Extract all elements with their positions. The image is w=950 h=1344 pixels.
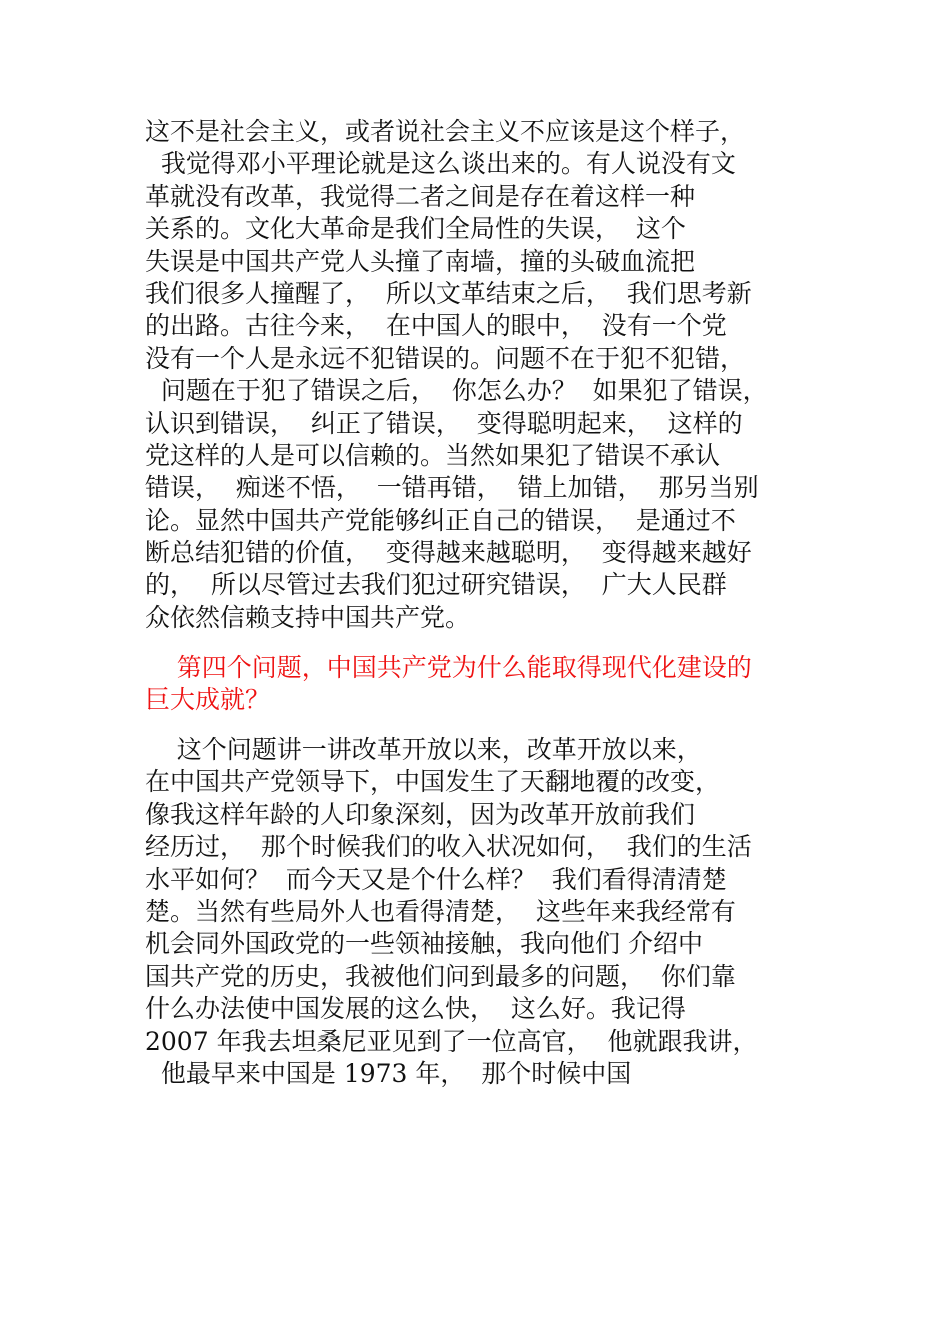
text-line: 这个问题讲一讲改革开放以来，改革开放以来， [145, 735, 702, 764]
heading-line: 巨大成就？ [145, 685, 271, 714]
text-line: 他最早来中国是 1973 年， 那个时候中国 [145, 1058, 632, 1088]
text-line: 众依然信赖支持中国共产党。 [145, 602, 471, 632]
text-line: 的， 所以尽管过去我们犯过研究错误， 广大人民群 [145, 570, 727, 600]
text-line: 论。显然中国共产党能够纠正自己的错误， 是通过不 [145, 505, 736, 535]
text-line: 国共产党的历史，我被他们问到最多的问题， 你们靠 [145, 961, 736, 991]
text-line: 革就没有改革，我觉得二者之间是存在着这样一种 [145, 181, 696, 211]
heading-line: 第四个问题，中国共产党为什么能取得现代化建设的 [145, 653, 752, 682]
text-line: 经历过， 那个时候我们的收入状况如何， 我们的生活 [145, 832, 752, 862]
text-line: 像我这样年龄的人印象深刻，因为改革开放前我们 [145, 799, 696, 829]
text-line: 关系的。文化大革命是我们全局性的失误， 这个 [145, 214, 686, 244]
section-heading [145, 652, 845, 716]
text-line: 楚。当然有些局外人也看得清楚， 这些年来我经常有 [145, 896, 736, 926]
text-line: 党这样的人是可以信赖的。当然如果犯了错误不承认 [145, 440, 721, 470]
text-line: 我觉得邓小平理论就是这么谈出来的。有人说没有文 [145, 149, 736, 179]
text-line: 我们很多人撞醒了， 所以文革结束之后， 我们思考新 [145, 278, 752, 308]
text-line: 错误， 痴迷不悟， 一错再错， 错上加错， 那另当别 [145, 473, 759, 503]
text-line: 失误是中国共产党人头撞了南墙，撞的头破血流把 [145, 246, 696, 276]
text-line: 这不是社会主义，或者说社会主义不应该是这个样子， [145, 117, 746, 146]
text-line: 断总结犯错的价值， 变得越来越聪明， 变得越来越好 [145, 538, 752, 568]
paragraph-2 [145, 734, 845, 1090]
text-line: 机会同外国政党的一些领袖接触，我向他们 介绍中 [145, 929, 703, 959]
text-line: 水平如何？ 而今天又是个什么样？ 我们看得清清楚 [145, 864, 727, 894]
text-line: 2007 年我去坦桑尼亚见到了一位高官， 他就跟我讲， [145, 1026, 758, 1056]
text-line: 认识到错误， 纠正了错误， 变得聪明起来， 这样的 [145, 408, 743, 438]
text-line: 的出路。古往今来， 在中国人的眼中， 没有一个党 [145, 311, 727, 341]
text-line: 什么办法使中国发展的这么快， 这么好。我记得 [145, 994, 686, 1024]
text-line: 没有一个人是永远不犯错误的。问题不在于犯不犯错， [145, 343, 746, 373]
text-line: 问题在于犯了错误之后， 你怎么办？ 如果犯了错误， [145, 376, 768, 406]
text-line: 在中国共产党领导下，中国发生了天翻地覆的改变， [145, 767, 721, 797]
paragraph-1 [145, 116, 845, 634]
